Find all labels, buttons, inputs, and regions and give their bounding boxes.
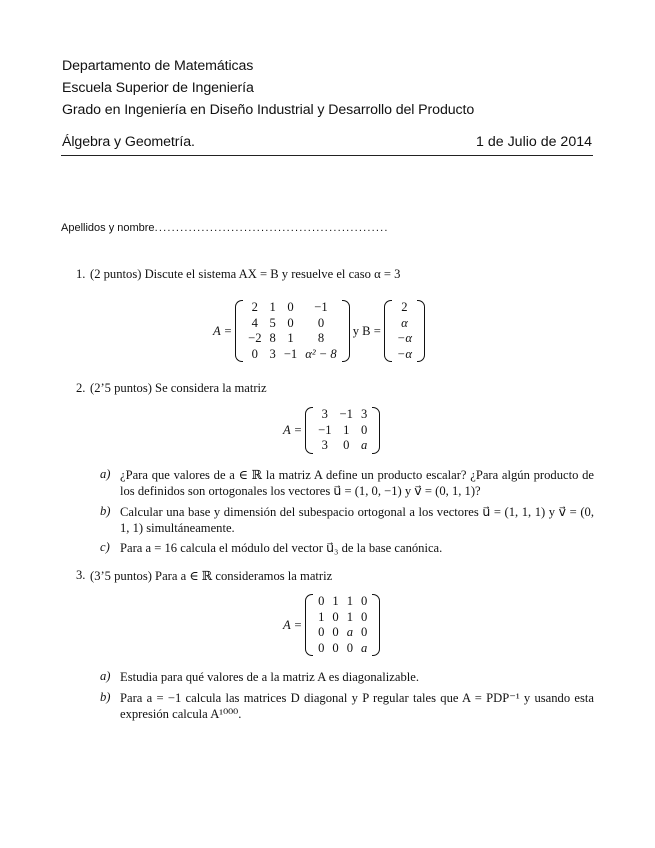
matrix-cell: 0 bbox=[251, 346, 258, 361]
matrix-cell: a bbox=[361, 640, 368, 655]
matrix-cell: 0 bbox=[332, 625, 339, 639]
matrix-cell: 1 bbox=[287, 331, 294, 345]
question-2-part-a bbox=[100, 467, 594, 501]
matrix-row bbox=[393, 347, 416, 363]
matrix-row bbox=[244, 331, 341, 347]
header-divider bbox=[61, 155, 593, 156]
part-text: Para a = 16 calcula el módulo del vector u⃗₃ de la base canónica. bbox=[120, 541, 443, 555]
question-3-matrix-table bbox=[314, 594, 371, 656]
question-3-text: (3’5 puntos) Para a ∈ ℝ consideramos la matriz bbox=[90, 569, 333, 583]
question-1-number: 1. bbox=[76, 267, 86, 281]
matrix-b-lhs: y B = bbox=[352, 323, 381, 338]
part-label: c) bbox=[100, 540, 110, 554]
part-text: Para a = −1 calcula las matrices D diagonal y P regular tales que A = PDP⁻¹ y usando esta expresión calcula A¹⁰⁰⁰. bbox=[120, 691, 594, 721]
department-line: Departamento de Matemáticas bbox=[62, 58, 254, 74]
matrix-cell: 0 bbox=[360, 422, 368, 437]
part-text: ¿Para que valores de a ∈ ℝ la matriz A define un producto escalar? ¿Para algún producto de los definidos son ortogonales los vectores u⃗ = (1, 0, −1) y v⃗ = (0, 1, 1)? bbox=[120, 468, 594, 498]
degree-line: Grado en Ingeniería en Diseño Industrial y Desarrollo del Producto bbox=[62, 102, 475, 118]
matrix-cell: 1 bbox=[346, 609, 354, 624]
matrix-row bbox=[314, 594, 371, 610]
question-2-text: (2’5 puntos) Se considera la matriz bbox=[90, 381, 267, 395]
part-label: b) bbox=[100, 504, 111, 518]
matrix-cell: a bbox=[360, 438, 368, 452]
matrix-cell: 1 bbox=[269, 300, 276, 314]
part-text: Estudia para qué valores de a la matriz A es diagonalizable. bbox=[120, 670, 419, 684]
question-2-matrix bbox=[283, 407, 380, 454]
matrix-cell: α bbox=[401, 315, 408, 330]
matrix-cell: 2 bbox=[251, 300, 258, 314]
matrix-cell: α² − 8 bbox=[305, 346, 337, 361]
school-line: Escuela Superior de Ingeniería bbox=[62, 80, 254, 96]
matrix-cell: 1 bbox=[318, 609, 325, 624]
matrix-cell: 3 bbox=[360, 407, 368, 421]
matrix-cell: 0 bbox=[361, 594, 368, 608]
part-label: b) bbox=[100, 690, 111, 704]
question-2-number: 2. bbox=[76, 381, 86, 395]
matrix-cell: 3 bbox=[269, 346, 276, 361]
name-field-dots: ....................................................... bbox=[154, 222, 389, 234]
matrix-cell: −2 bbox=[248, 331, 262, 345]
matrix-b bbox=[384, 300, 425, 362]
question-2-lhs: A = bbox=[283, 422, 303, 437]
question-3-lhs: A = bbox=[283, 617, 303, 632]
matrix-cell: 0 bbox=[361, 609, 368, 624]
question-1-text: (2 puntos) Discute el sistema AX = B y resuelve el caso α = 3 bbox=[90, 267, 401, 281]
matrix-row bbox=[393, 316, 416, 332]
name-field-label: Apellidos y nombre bbox=[61, 222, 155, 234]
matrix-row bbox=[393, 331, 416, 347]
part-label: a) bbox=[100, 467, 111, 481]
question-2-part-b bbox=[100, 504, 594, 538]
name-field bbox=[61, 222, 389, 234]
matrix-row bbox=[314, 610, 371, 626]
matrix-cell: 4 bbox=[251, 315, 258, 330]
matrix-row bbox=[314, 438, 371, 454]
matrix-row bbox=[314, 625, 371, 641]
matrix-a bbox=[235, 300, 350, 362]
matrix-cell: 0 bbox=[346, 640, 354, 655]
matrix-row bbox=[244, 347, 341, 363]
matrix-row bbox=[393, 300, 416, 316]
matrix-cell: 1 bbox=[332, 594, 339, 608]
matrix-cell: 0 bbox=[287, 315, 294, 330]
matrix-cell: −1 bbox=[283, 346, 298, 361]
matrix-cell: −α bbox=[396, 346, 412, 361]
question-3-part-b bbox=[100, 690, 594, 724]
matrix-cell: a bbox=[346, 625, 354, 639]
matrix-row bbox=[314, 641, 371, 657]
matrix-cell: 2 bbox=[401, 300, 408, 314]
matrix-cell: 0 bbox=[361, 625, 368, 639]
question-3-matrix bbox=[283, 594, 380, 656]
matrix-a-table bbox=[244, 300, 341, 362]
question-2-matrix-table bbox=[314, 407, 371, 454]
matrix-cell: 3 bbox=[321, 438, 328, 452]
matrix-cell: −1 bbox=[318, 422, 332, 437]
matrix-cell: 5 bbox=[269, 315, 276, 330]
matrix-cell: 3 bbox=[321, 407, 328, 421]
matrix-cell: 0 bbox=[332, 640, 339, 655]
matrix-cell: 0 bbox=[287, 300, 294, 314]
matrix-a-lhs: A = bbox=[213, 323, 233, 338]
matrix-cell: 0 bbox=[332, 609, 339, 624]
question-3-number: 3. bbox=[76, 568, 86, 582]
matrix-cell: 1 bbox=[346, 594, 354, 608]
matrix-row bbox=[244, 316, 341, 332]
matrix-cell: 0 bbox=[318, 640, 325, 655]
question-2-matrix-paren bbox=[305, 407, 380, 454]
question-3-part-a bbox=[100, 669, 594, 687]
exam-date: 1 de Julio de 2014 bbox=[476, 134, 592, 150]
matrix-cell: 1 bbox=[343, 422, 350, 437]
matrix-row bbox=[314, 423, 371, 439]
matrix-row bbox=[244, 300, 341, 316]
question-1-matrices bbox=[213, 300, 425, 362]
matrix-cell: −1 bbox=[339, 407, 353, 421]
matrix-row bbox=[314, 407, 371, 423]
subject-title: Álgebra y Geometría. bbox=[62, 134, 195, 150]
matrix-cell: 0 bbox=[343, 438, 350, 452]
part-label: a) bbox=[100, 669, 111, 683]
matrix-b-table bbox=[393, 300, 416, 362]
matrix-cell: −1 bbox=[314, 300, 328, 314]
matrix-cell: 0 bbox=[317, 315, 325, 330]
matrix-cell: 8 bbox=[269, 331, 276, 345]
matrix-cell: 0 bbox=[318, 625, 325, 639]
question-3-matrix-paren bbox=[305, 594, 380, 656]
part-text: Calcular una base y dimensión del subespacio ortogonal a los vectores u⃗ = (1, 1, 1) y v⃗ = (0, 1, 1) simultáneamente. bbox=[120, 505, 594, 535]
question-2-part-c bbox=[100, 540, 594, 558]
matrix-cell: 8 bbox=[317, 331, 325, 345]
matrix-cell: −α bbox=[396, 331, 412, 345]
matrix-cell: 0 bbox=[318, 594, 325, 608]
